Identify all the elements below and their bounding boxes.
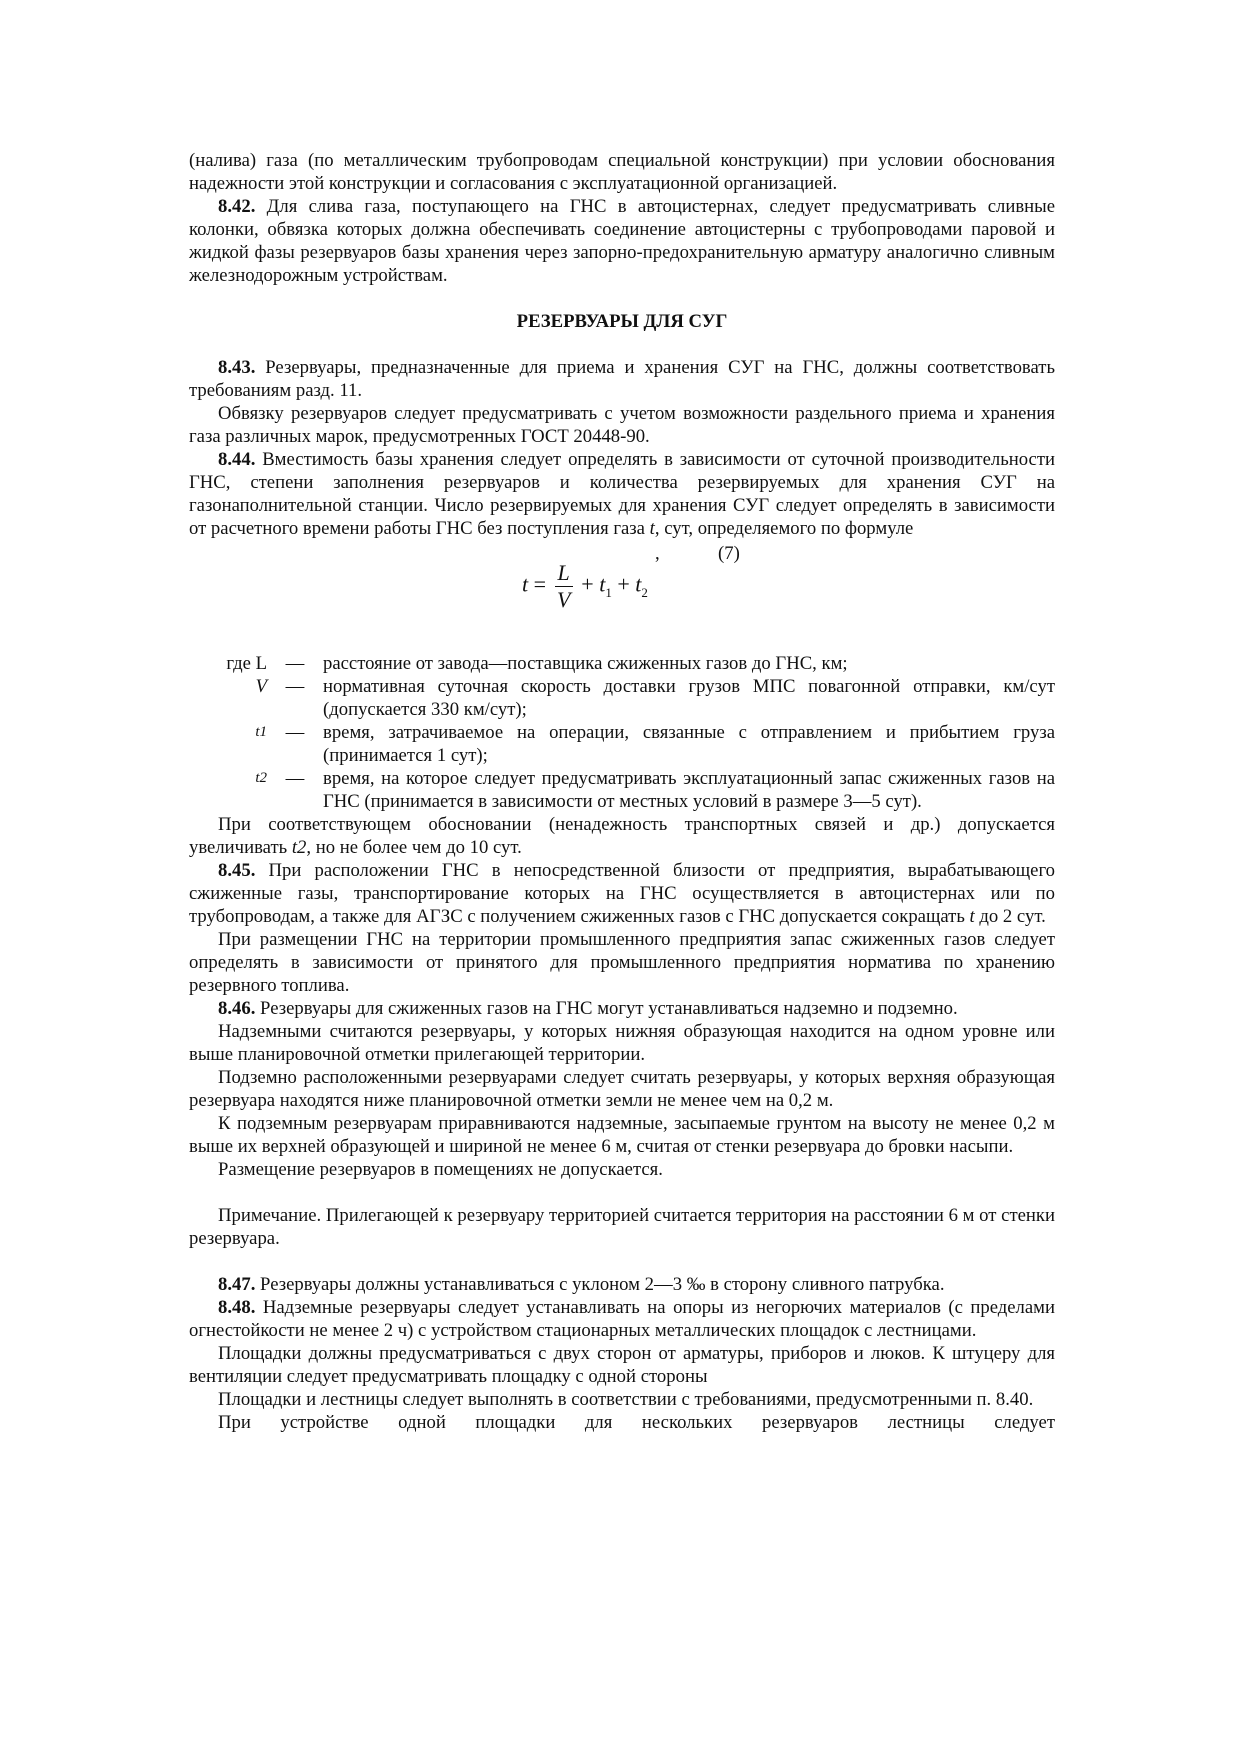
clause-8-43: 8.43. Резервуары, предназначенные для приема и хранения СУГ на ГНС, должны соответствовать требованиям разд. 11. bbox=[189, 357, 1055, 401]
paragraph: При размещении ГНС на территории промышленного предприятия запас сжиженных газов следует определять в зависимости от принятого для промышленного предприятия норматива по хранению резервного топлива. bbox=[189, 929, 1055, 996]
formula: t = $\frac{L}{V}$ + $t_1 + t_2$ bbox=[522, 560, 648, 612]
clause-number: 8.48. bbox=[218, 1297, 256, 1318]
clause-number: 8.45. bbox=[218, 860, 256, 881]
clause-number: 8.46. bbox=[218, 998, 256, 1019]
paragraph: Надземными считаются резервуары, у которых нижняя образующая находится на одном уровне или выше планировочной отметки прилегающей территории. bbox=[189, 1021, 1055, 1065]
definitions-list bbox=[189, 652, 1055, 813]
paragraph: При устройстве одной площадки для нескольких резервуаров лестницы следует bbox=[218, 1412, 1055, 1433]
paragraph: Обвязку резервуаров следует предусматривать с учетом возможности раздельного приема и хранения газа различных марок, предусмотренных ГОСТ 20448-90. bbox=[189, 403, 1055, 447]
paragraph: При соответствующем обосновании (ненадежность транспортных связей и др.) допускается увеличивать t2, но не более чем до 10 сут. bbox=[189, 814, 1055, 858]
definition-item: V — нормативная суточная скорость доставки грузов МПС повагонной отправки, км/сут (допускается 330 км/сут); bbox=[255, 676, 1055, 720]
paragraph: Площадки должны предусматриваться с двух сторон от арматуры, приборов и люков. К штуцеру для вентиляции следует предусматривать площадку с одной стороны bbox=[189, 1343, 1055, 1387]
formula-block bbox=[189, 540, 1055, 652]
continuation-paragraph: (налива) газа (по металлическим трубопроводам специальной конструкции) при условии обоснования надежности этой конструкции и согласования с эксплуатационной организацией. bbox=[189, 150, 1055, 194]
clause-8-47: 8.47. Резервуары должны устанавливаться с уклоном 2—3 ‰ в сторону сливного патрубка. bbox=[218, 1274, 945, 1295]
clause-8-46: 8.46. Резервуары для сжиженных газов на ГНС могут устанавливаться надземно и подземно. bbox=[218, 998, 958, 1019]
paragraph: Размещение резервуаров в помещениях не допускается. bbox=[218, 1159, 663, 1180]
clause-number: 8.42. bbox=[218, 196, 256, 217]
definition-item: t1 — время, затрачиваемое на операции, связанные с отправлением и прибытием груза (принимается 1 сут); bbox=[255, 722, 1055, 766]
clause-8-48: 8.48. Надземные резервуары следует устанавливать на опоры из негорючих материалов (с пределами огнестойкости не менее 2 ч) с устройством стационарных металлических площадок с лестницами. bbox=[189, 1297, 1055, 1341]
note: Примечание. Прилегающей к резервуару территорией считается территория на расстоянии 6 м от стенки резервуара. bbox=[189, 1205, 1055, 1249]
paragraph: Площадки и лестницы следует выполнять в соответствии с требованиями, предусмотренными п. 8.40. bbox=[218, 1389, 1034, 1410]
paragraph: К подземным резервуарам приравниваются надземные, засыпаемые грунтом на высоту не менее 0,2 м выше их верхней образующей и шириной не менее 6 м, считая от стенки резервуара до бровки насыпи. bbox=[189, 1113, 1055, 1157]
formula-number: (7) bbox=[718, 543, 740, 564]
text-column bbox=[189, 149, 1055, 1434]
paragraph: Подземно расположенными резервуарами следует считать резервуары, у которых верхняя образующая резервуара находятся ниже планировочной отметки земли не менее чем на 0,2 м. bbox=[189, 1067, 1055, 1111]
clause-number: 8.44. bbox=[218, 449, 256, 470]
clause-number: 8.43. bbox=[218, 357, 256, 378]
clause-number: 8.47. bbox=[218, 1274, 256, 1295]
fraction: $\frac{L}{V}$ bbox=[555, 560, 573, 613]
clause-8-45: 8.45. При расположении ГНС в непосредственной близости от предприятия, вырабатывающего сжиженные газы, транспортирование которых на ГНС осуществляется в автоцистернах или по трубопроводам, а также для АГЗС с получением сжиженных газов с ГНС допускается сокращать t до 2 сут. bbox=[189, 860, 1055, 927]
section-heading: РЕЗЕРВУАРЫ ДЛЯ СУГ bbox=[516, 311, 728, 332]
definition-item: t2 — время, на которое следует предусматривать эксплуатационный запас сжиженных газов на ГНС (принимается в зависимости от местных условий в размере 3—5 сут). bbox=[255, 768, 1055, 812]
formula-comma: , bbox=[655, 543, 660, 564]
definition-item: где L — расстояние от завода—поставщика сжиженных газов до ГНС, км; bbox=[226, 653, 848, 674]
clause-8-42: 8.42. Для слива газа, поступающего на ГНС в автоцистернах, следует предусматривать сливные колонки, обвязка которых должна обеспечивать соединение автоцистерны с трубопроводами паровой и жидкой фазы резервуаров базы хранения через запорно-предохранительную арматуру аналогично сливным железнодорожным устройствам. bbox=[189, 196, 1055, 286]
clause-8-44: 8.44. Вместимость базы хранения следует определять в зависимости от суточной производительности ГНС, степени заполнения резервуаров и количества резервируемых для хранения СУГ на газонаполнительной станции. Число резервируемых для хранения СУГ следует определять в зависимости от расчетного времени работы ГНС без поступления газа t, сут, определяемого по формуле bbox=[189, 449, 1055, 539]
